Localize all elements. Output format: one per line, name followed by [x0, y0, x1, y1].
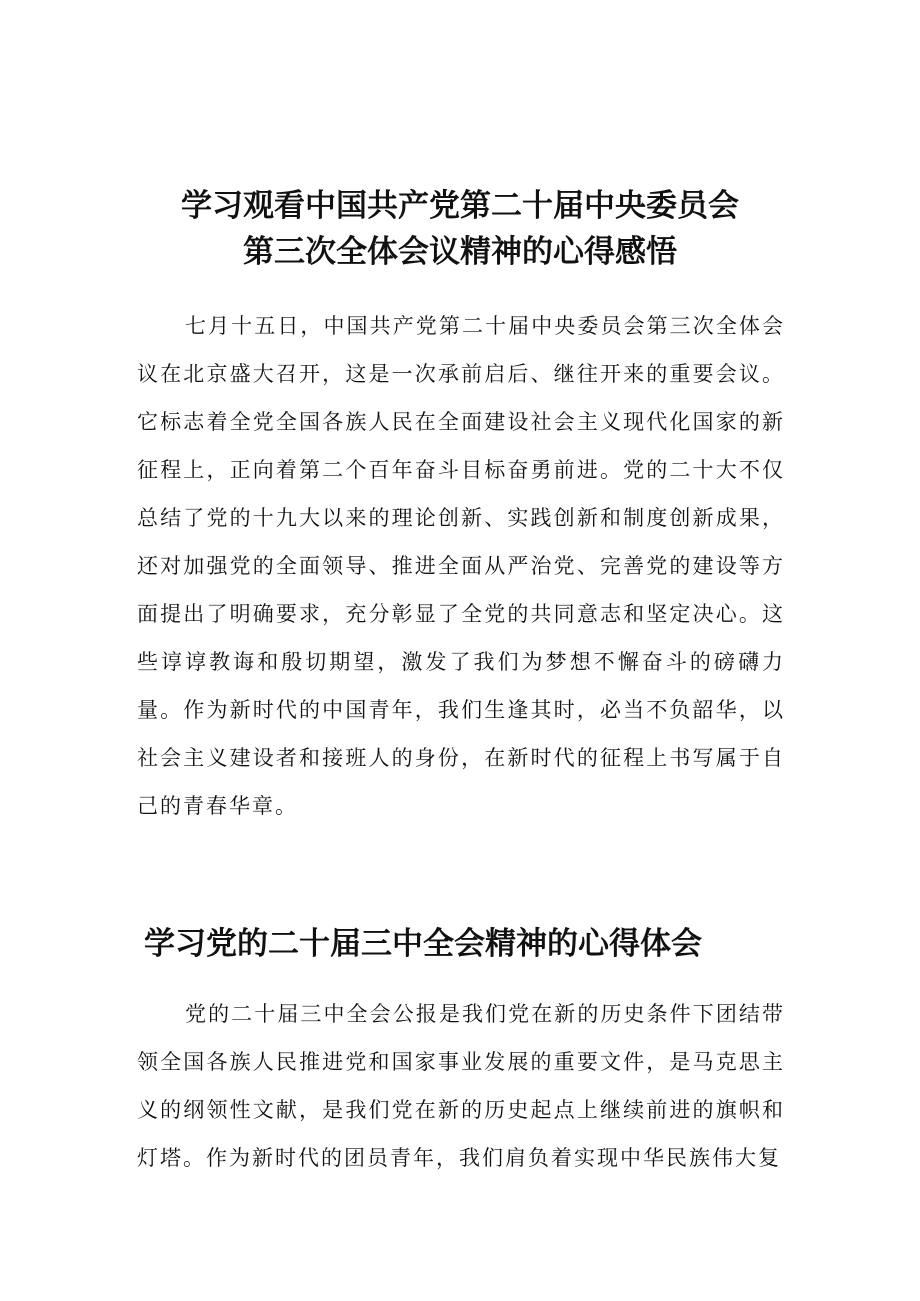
section-title: 学习党的二十届三中全会精神的心得体会 [144, 925, 702, 962]
body-paragraph-2: 党的二十届三中全会公报是我们党在新的历史条件下团结带领全国各族人民推进党和国家事业发展的重要文件，是马克思主义的纲领性文献，是我们党在新的历史起点上继续前进的旗帜和灯塔。作为新时代的团员青年，我们肩负着实现中华民族伟大复 [137, 1002, 785, 1170]
title-line-1: 学习观看中国共产党第二十届中央委员会 [181, 187, 739, 224]
page-title [100, 183, 820, 275]
body-paragraph-1: 七月十五日，中国共产党第二十届中央委员会第三次全体会议在北京盛大召开，这是一次承前启后、继往开来的重要会议。它标志着全党全国各族人民在全面建设社会主义现代化国家的新征程上，正向着第二个百年奋斗目标奋勇前进。党的二十大不仅总结了党的十九大以来的理论创新、实践创新和制度创新成果，还对加强党的全面领导、推进全面从严治党、完善党的建设等方面提出了明确要求，充分彰显了全党的共同意志和坚定决心。这些谆谆教诲和殷切期望，激发了我们为梦想不懈奋斗的磅礴力量。作为新时代的中国青年，我们生逢其时，必当不负韶华，以社会主义建设者和接班人的身份，在新时代的征程上书写属于自己的青春华章。 [137, 314, 785, 818]
title-line-2: 第三次全体会议精神的心得感悟 [243, 233, 677, 270]
